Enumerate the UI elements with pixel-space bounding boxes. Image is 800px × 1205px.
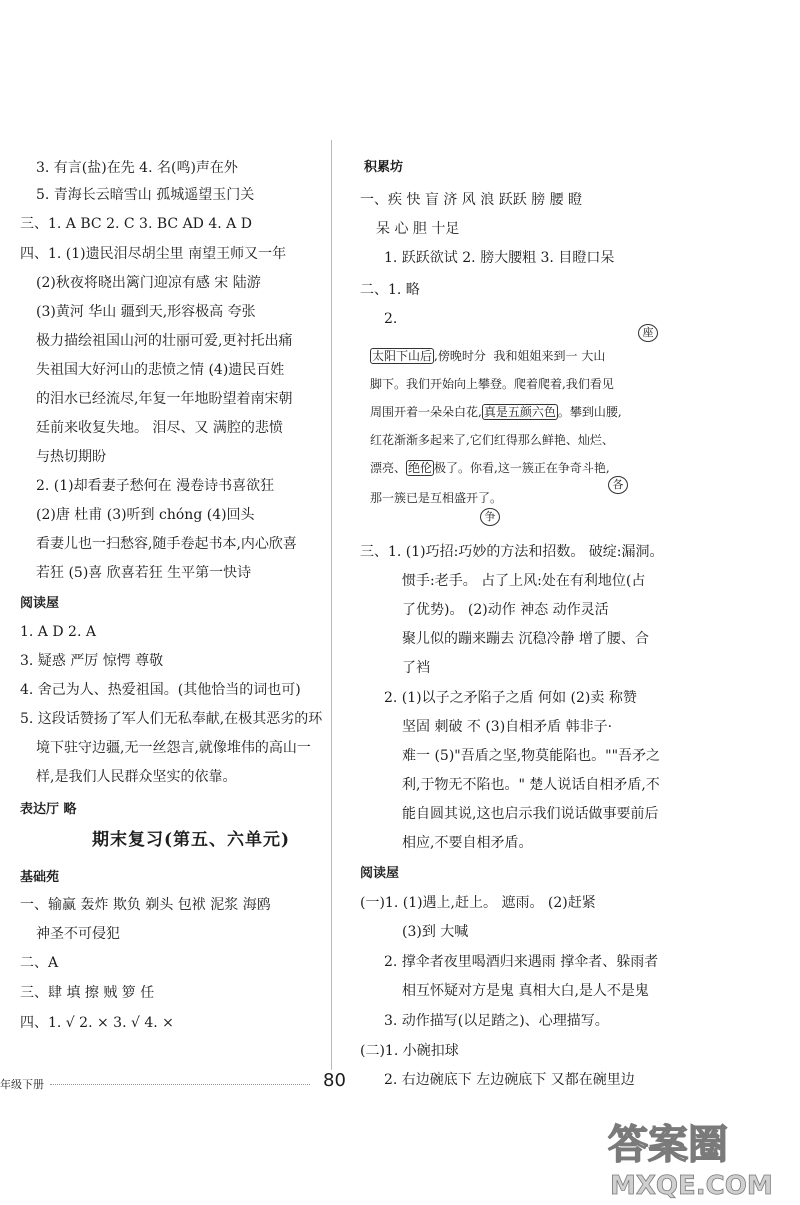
- left-line: 四、1. √ 2. × 3. √ 4. ×: [20, 1015, 174, 1031]
- section-heading: 阅读屋: [360, 866, 400, 881]
- correction-circle: 争: [480, 508, 500, 526]
- left-line: 4. 舍己为人、热爱祖国。(其他恰当的词也可): [20, 682, 301, 698]
- right-line: 相互怀疑对方是鬼 真相大白,是人不是鬼: [402, 983, 649, 999]
- left-line: 样,是我们人民群众坚实的依靠。: [36, 769, 237, 785]
- page-title: 期末复习(第五、六单元): [92, 830, 291, 850]
- boxed-phrase: 太阳下山后: [372, 349, 433, 363]
- correction-circle: 座: [638, 324, 658, 342]
- right-line: 了优势)。 (2)动作 神态 动作灵活: [402, 602, 609, 618]
- marked-paragraph-line: [370, 458, 610, 478]
- page-number: 80: [323, 1070, 346, 1091]
- left-line: 1. A D 2. A: [20, 624, 96, 640]
- watermark-logo: [600, 1110, 790, 1200]
- right-line: 2. (1)以子之矛陷子之盾 何如 (2)卖 称赞: [384, 690, 637, 706]
- left-line: 三、肆 填 擦 贼 箩 任: [20, 985, 155, 1001]
- left-line: 与热切期盼: [36, 449, 106, 465]
- right-line: (3)到 大喊: [402, 924, 469, 940]
- right-line: 3. 动作描写(以足踏之)、心理描写。: [384, 1013, 609, 1029]
- left-line: 5. 这段话赞扬了军人们无私奉献,在极其恶劣的环: [20, 711, 323, 727]
- paragraph-text: 大山: [581, 349, 606, 363]
- left-line: 3. 疑惑 严厉 惊愕 尊敬: [20, 653, 164, 669]
- watermark-url: MXQE.COM: [610, 1171, 773, 1200]
- left-line: (2)唐 杜甫 (3)听到 chóng (4)回头: [36, 507, 255, 523]
- right-line: 了裆: [402, 660, 430, 676]
- right-line: (二)1. 小碗扣球: [360, 1043, 459, 1059]
- marked-paragraph-line: [370, 402, 622, 422]
- left-line: (2)秋夜将晓出篱门迎凉有感 宋 陆游: [36, 275, 261, 291]
- right-line: 呆 心 胆 十足: [376, 221, 460, 237]
- left-line: 神圣不可侵犯: [36, 926, 120, 942]
- right-line: 相应,不要自相矛盾。: [402, 835, 533, 851]
- paragraph-text: ,傍晚时分: [434, 349, 486, 363]
- paragraph-text: 我和姐姐来到一: [493, 349, 578, 363]
- section-heading: 基础苑: [20, 870, 60, 885]
- right-line: 一、疾 快 盲 济 风 浪 跃跃 膀 腰 瞪: [360, 192, 583, 208]
- section-heading: 积累坊: [364, 160, 404, 175]
- footer-grade-label: 年级下册: [0, 1078, 44, 1091]
- left-line: 3. 有言(盐)在先 4. 名(鸣)声在外: [36, 160, 238, 176]
- column-divider: [331, 140, 332, 1070]
- paragraph-text: 周围开着一朵朵白花,: [370, 405, 482, 419]
- boxed-phrase: 绝伦: [408, 461, 433, 475]
- left-line: 若狂 (5)喜 欣喜若狂 生平第一快诗: [36, 565, 252, 581]
- correction-circle: 各: [608, 476, 628, 494]
- right-line: (一)1. (1)遇上,赶上。 遮雨。 (2)赶紧: [360, 895, 596, 911]
- right-line: 2. 撑伞者夜里喝酒归来遇雨 撑伞者、躲雨者: [384, 954, 659, 970]
- left-line: 2. (1)却看妻子愁何在 漫卷诗书喜欲狂: [36, 478, 275, 494]
- right-line: 二、1. 略: [360, 282, 420, 298]
- left-line: 失祖国大好河山的悲愤之情 (4)遗民百姓: [36, 362, 285, 378]
- marked-paragraph-line: 那一簇已是互相盛开了。: [370, 491, 503, 505]
- right-line: 2. 右边碗底下 左边碗底下 又都在碗里边: [384, 1072, 635, 1088]
- marked-paragraph-line: 红花渐渐多起来了,它们红得那么鲜艳、灿烂、: [370, 433, 614, 447]
- left-line: 三、1. A BC 2. C 3. BC AD 4. A D: [20, 216, 252, 232]
- right-line: 能自圆其说,这也启示我们说话做事要前后: [402, 806, 659, 822]
- right-line: 聚儿似的蹦来蹦去 沉稳冷静 增了腰、合: [402, 631, 649, 647]
- left-line: 廷前来收复失地。 泪尽、又 满腔的悲愤: [36, 420, 283, 436]
- left-line: 境下驻守边疆,无一丝怨言,就像堆伟的高山一: [36, 740, 311, 756]
- right-line: 三、1. (1)巧招:巧妙的方法和招数。 破绽:漏洞。: [360, 544, 664, 560]
- watermark-title: 答案圈: [608, 1122, 728, 1168]
- right-line: 2.: [384, 311, 398, 327]
- left-line: 一、输赢 轰炸 欺负 剃头 包袱 泥浆 海鸥: [20, 897, 271, 913]
- left-line: 5. 青海长云暗雪山 孤城遥望玉门关: [36, 187, 255, 203]
- paragraph-text: 。攀到山腰,: [557, 405, 622, 419]
- right-line: 1. 跃跃欲试 2. 膀大腰粗 3. 目瞪口呆: [384, 250, 615, 266]
- right-line: 坚固 刺破 不 (3)自相矛盾 韩非子·: [402, 719, 613, 735]
- left-line: 极力描绘祖国山河的壮丽可爱,更衬托出痛: [36, 333, 293, 349]
- footer-rule: [50, 1084, 310, 1085]
- marked-paragraph-line: 脚下。我们开始向上攀登。爬着爬着,我们看见: [370, 377, 614, 391]
- left-line: 的泪水已经流尽,年复一年地盼望着南宋朝: [36, 391, 293, 407]
- boxed-phrase: 真是五颜六色: [483, 405, 556, 419]
- right-line: 利,于物无不陷也。" 楚人说话自相矛盾,不: [402, 777, 660, 793]
- section-heading: 阅读屋: [20, 596, 60, 611]
- right-line: 难一 (5)"吾盾之坚,物莫能陷也。""吾矛之: [402, 748, 661, 764]
- paragraph-text: 极了。你看,这一簇正在争奇斗艳,: [434, 461, 610, 475]
- section-heading: 表达厅 略: [20, 802, 77, 817]
- right-line: 惯手:老手。 占了上风:处在有利地位(占: [402, 573, 646, 589]
- marked-paragraph-line: [370, 346, 605, 366]
- left-line: 看妻儿也一扫愁容,随手卷起书本,内心欣喜: [36, 536, 297, 552]
- left-line: (3)黄河 华山 疆到天,形容极高 夸张: [36, 304, 256, 320]
- paragraph-text: 漂亮、: [370, 461, 407, 475]
- left-line: 二、A: [20, 955, 59, 971]
- left-line: 四、1. (1)遗民泪尽胡尘里 南望王师又一年: [20, 246, 287, 262]
